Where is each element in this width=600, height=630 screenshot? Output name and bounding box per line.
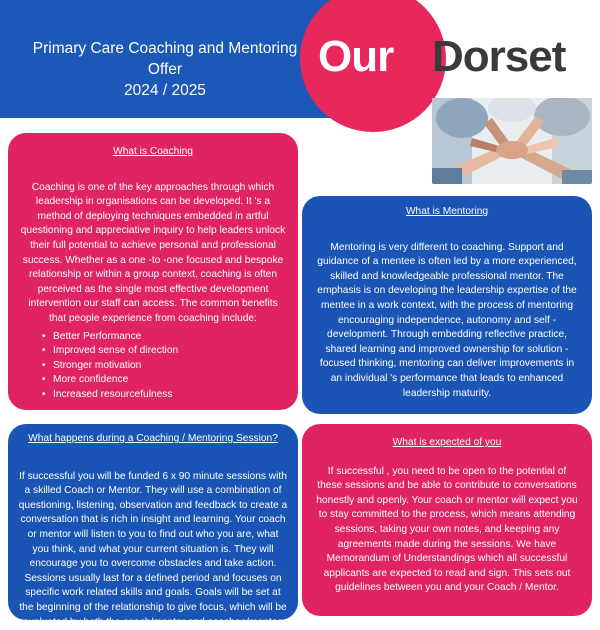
coaching-card [8,133,298,410]
list-item: • Better Performance [42,330,286,345]
hands-illustration-icon [432,98,592,184]
mentoring-heading: What is Mentoring [405,206,489,217]
logo-dorset-text: Dorset [432,32,566,81]
mentoring-body: Mentoring is very different to coaching. Support and guidance of a mentee is often led by a more experienced, skilled and knowledgeable professional mentor. The emphasis is on developing the leadership expertise of the mentee in a work context, with the process of mentoring encouraging independence, autonomy and self -development. Through embedding reflective practice, shared learning and improved ownership for solution -focused thinking, mentoring can deliver improvements in an individual 's performance that leads to enhanced leadership maturity. [317,241,577,399]
title-line-1: Primary Care Coaching and Mentoring [32,40,298,57]
session-body: If successful you will be funded 6 x 90 minute sessions with a skilled Coach or Mentor. They will use a combination of questioning, listening, observation and feedback to create a conversation that is rich in insight and learning. Your coach or mentor will listen to you to find out who you are, what you think, and what your current situation is. They will encourage you to overcome obstacles and take action. Sessions usually last for a defined period and focuses on specific work related skills and goals. Goals will be set at the beginning of the relationship to give focus, which will be evaluated by both the coach/mentor and coachee/mentee [18,470,288,628]
expected-heading: What is expected of you [392,437,502,448]
coaching-body: Coaching is one of the key approaches through which leadership in organisations can be developed. It 's a method of deploying techniques embedded in artful questioning and appreciative inquiry to help leaders unlock their full potential to achieve personal and professional success. Whether as a one -to -one focused and bespoke relationship or within a group context, coaching is often perceived as the single most effective development intervention our staff can access. The common benefits that people experience from coaching include: [20,181,286,324]
title-line-3: 2024 / 2025 [124,82,206,99]
expected-body: If successful , you need to be open to the potential of these sessions and be able to contribute to conversations honestly and openly. Your coach or mentor will expect you to stay committed to the process, which means attending sessions, taking your own notes, and keeping any agreements made during the sessions. We have Memorandum of Understandings which all successful applicants are expected to read and sign. This sets out guidelines between you and your Coach / Mentor. [316,465,578,594]
header-banner [0,0,345,118]
list-item: • Improved sense of direction [42,344,286,359]
teamwork-hands-photo [432,98,592,184]
list-item: • Stronger motivation [42,359,286,374]
list-item: • More confidence [42,373,286,388]
coaching-benefits-list [20,330,286,403]
coaching-heading: What is Coaching [113,146,193,157]
list-item: • Increased resourcefulness [42,388,286,403]
mentoring-card [302,196,592,414]
title-line-2: Offer [147,61,183,78]
page-title [0,38,330,101]
expected-card [302,424,592,616]
session-card [8,424,298,628]
session-heading: What happens during a Coaching / Mentoring Session? [28,433,278,444]
logo-our-text: Our [318,32,394,81]
